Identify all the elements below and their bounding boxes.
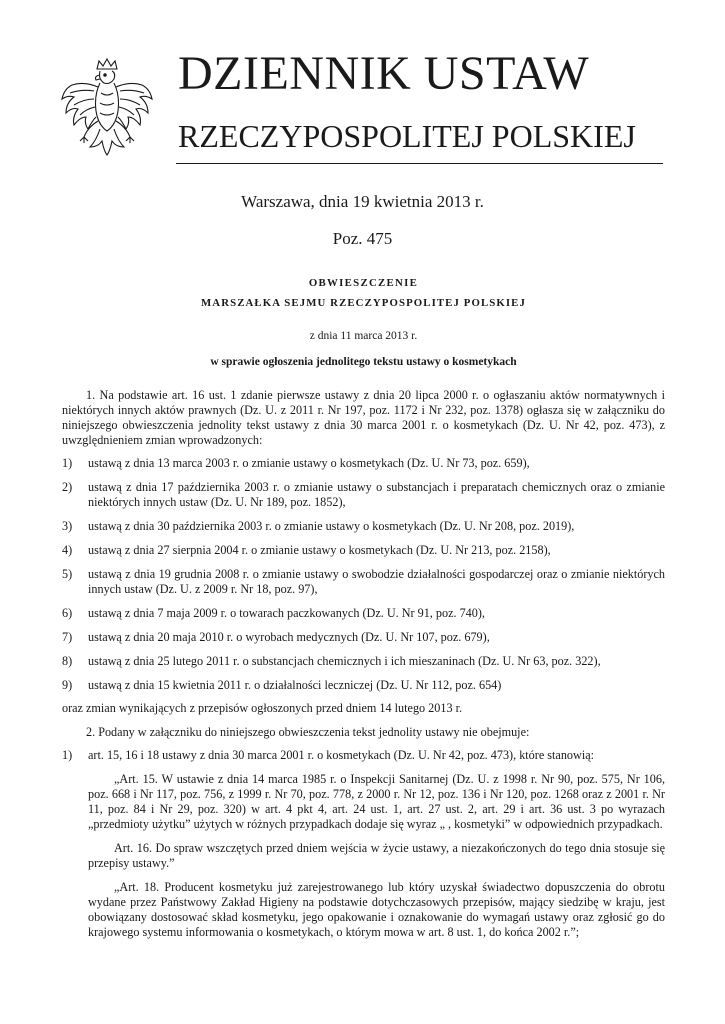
list-item-text: ustawą z dnia 13 marca 2003 r. o zmianie ustawy o kosmetykach (Dz. U. Nr 73, poz. 659), [88, 456, 530, 470]
document-issuer: MARSZAŁKA SEJMU RZECZYPOSPOLITEJ POLSKIEJ [201, 297, 526, 309]
quoted-article-15: „Art. 15. W ustawie z dnia 14 marca 1985 r. o Inspekcji Sanitarnej (Dz. U. z 1998 r. Nr 90, poz. 575, Nr 106, poz. 668 i Nr 117, poz. 756, z 1999 r. Nr 70, poz. 778, z 2000 r. Nr 12, poz. 136 i Nr 120, poz. 1268 oraz z 2001 r. Nr 11, poz. 84 i Nr 29, poz. 320) w art. 4 pkt 4, art. 24 ust. 1, art. 27 ust. 2, art. 29 i art. 36 ust. 3 po wyrazach „przedmioty użytku” użytych w różnych przypadkach dodaje się wyraz „ , kosmetyki” w odpowiednich przypadkach. [88, 772, 665, 831]
list-item [62, 519, 665, 534]
list-item [62, 456, 665, 471]
publication-date: Warszawa, dnia 19 kwietnia 2013 r. [241, 192, 484, 211]
list-item-number: 9) [62, 678, 73, 692]
journal-subtitle: RZECZYPOSPOLITEJ POLSKIEJ [178, 118, 636, 154]
after-list-text: oraz zmian wynikających z przepisów ogłoszonych przed dniem 14 lutego 2013 r. [62, 701, 463, 715]
document-body [62, 276, 665, 949]
position-number: Poz. 475 [332, 229, 393, 248]
list-item-text: ustawą z dnia 15 kwietnia 2011 r. o działalności leczniczej (Dz. U. Nr 112, poz. 654) [88, 678, 502, 692]
paragraph-2: 2. Podany w załączniku do niniejszego obwieszczenia tekst jednolity ustawy nie obejmuje: [86, 725, 530, 739]
list-item-text: ustawą z dnia 20 maja 2010 r. o wyrobach medycznych (Dz. U. Nr 107, poz. 679), [88, 630, 490, 644]
list-item-number: 8) [62, 654, 73, 668]
list-item-text: ustawą z dnia 17 października 2003 r. o zmianie ustawy o substancjach i preparatach chemicznych oraz o zmianie niektórych innych ustaw (Dz. U. Nr 189, poz. 1852), [88, 480, 665, 509]
list-item [62, 606, 665, 621]
document-subject: w sprawie ogłoszenia jednolitego tekstu ustawy o kosmetykach [210, 356, 517, 368]
list-item [62, 543, 665, 558]
list-item-number: 6) [62, 606, 73, 620]
list-item-number: 5) [62, 567, 73, 581]
document-type: OBWIESZCZENIE [308, 277, 419, 289]
list-item-text: ustawą z dnia 19 grudnia 2008 r. o zmianie ustawy o swobodzie działalności gospodarczej oraz o zmianie niektórych innych ustaw (Dz. U. z 2009 r. Nr 18, poz. 97), [88, 567, 665, 596]
amendments-list [62, 456, 665, 693]
list-item [62, 654, 665, 669]
list-item [62, 630, 665, 645]
list-item-text: art. 15, 16 i 18 ustawy z dnia 30 marca 2001 r. o kosmetykach (Dz. U. Nr 42, poz. 473), które stanowią: [88, 748, 595, 762]
list-item [62, 567, 665, 597]
paragraph-1: 1. Na podstawie art. 16 ust. 1 zdanie pierwsze ustawy z dnia 20 lipca 2000 r. o ogłaszaniu aktów normatywnych i niektórych innych aktów prawnych (Dz. U. z 2011 r. Nr 197, poz. 1172 i Nr 232, poz. 1378) ogłasza się w załączniku do niniejszego obwieszczenia jednolity tekst ustawy z dnia 30 marca 2001 r. o kosmetykach (Dz. U. Nr 42, poz. 473), z uwzględnieniem zmian wprowadzonych: [62, 388, 665, 447]
polish-eagle-emblem [58, 55, 156, 167]
list-item-text: ustawą z dnia 7 maja 2009 r. o towarach paczkowanych (Dz. U. Nr 91, poz. 740), [88, 606, 485, 620]
list-item-text: ustawą z dnia 30 października 2003 r. o zmianie ustawy o kosmetykach (Dz. U. Nr 208, poz. 2019), [88, 519, 575, 533]
list-item-number: 3) [62, 519, 73, 533]
list-item [62, 480, 665, 510]
list-item [62, 678, 665, 693]
document-date: z dnia 11 marca 2013 r. [309, 330, 418, 342]
list-item [62, 748, 665, 763]
list-item-number: 2) [62, 480, 73, 494]
list-item-number: 7) [62, 630, 73, 644]
list-item-number: 4) [62, 543, 73, 557]
quoted-article-16: Art. 16. Do spraw wszczętych przed dniem wejścia w życie ustawy, a niezakończonych do tego dnia stosuje się przepisy ustawy.” [88, 841, 665, 870]
quoted-article-18: „Art. 18. Producent kosmetyku już zarejestrowanego lub który uzyskał świadectwo dopuszczenia do obrotu wydane przez Państwowy Zakład Higieny na podstawie dotychczasowych przepisów, mający siedzibę w kraju, jest obowiązany dostosować skład kosmetyku, jego opakowanie i oznakowanie do wymagań ustawy oraz zgłosić go do krajowego systemu informowania o kosmetykach, o którym mowa w art. 8 ust. 1, do końca 2002 r.”; [88, 880, 665, 939]
header-divider [176, 163, 663, 164]
journal-title: DZIENNIK USTAW [178, 47, 590, 100]
list-item-number: 1) [62, 456, 73, 470]
list-item-text: ustawą z dnia 25 lutego 2011 r. o substancjach chemicznych i ich mieszaninach (Dz. U. Nr 63, poz. 322), [88, 654, 601, 668]
exclusions-list [62, 748, 665, 763]
list-item-text: ustawą z dnia 27 sierpnia 2004 r. o zmianie ustawy o kosmetykach (Dz. U. Nr 213, poz. 2158), [88, 543, 551, 557]
list-item-number: 1) [62, 748, 73, 762]
